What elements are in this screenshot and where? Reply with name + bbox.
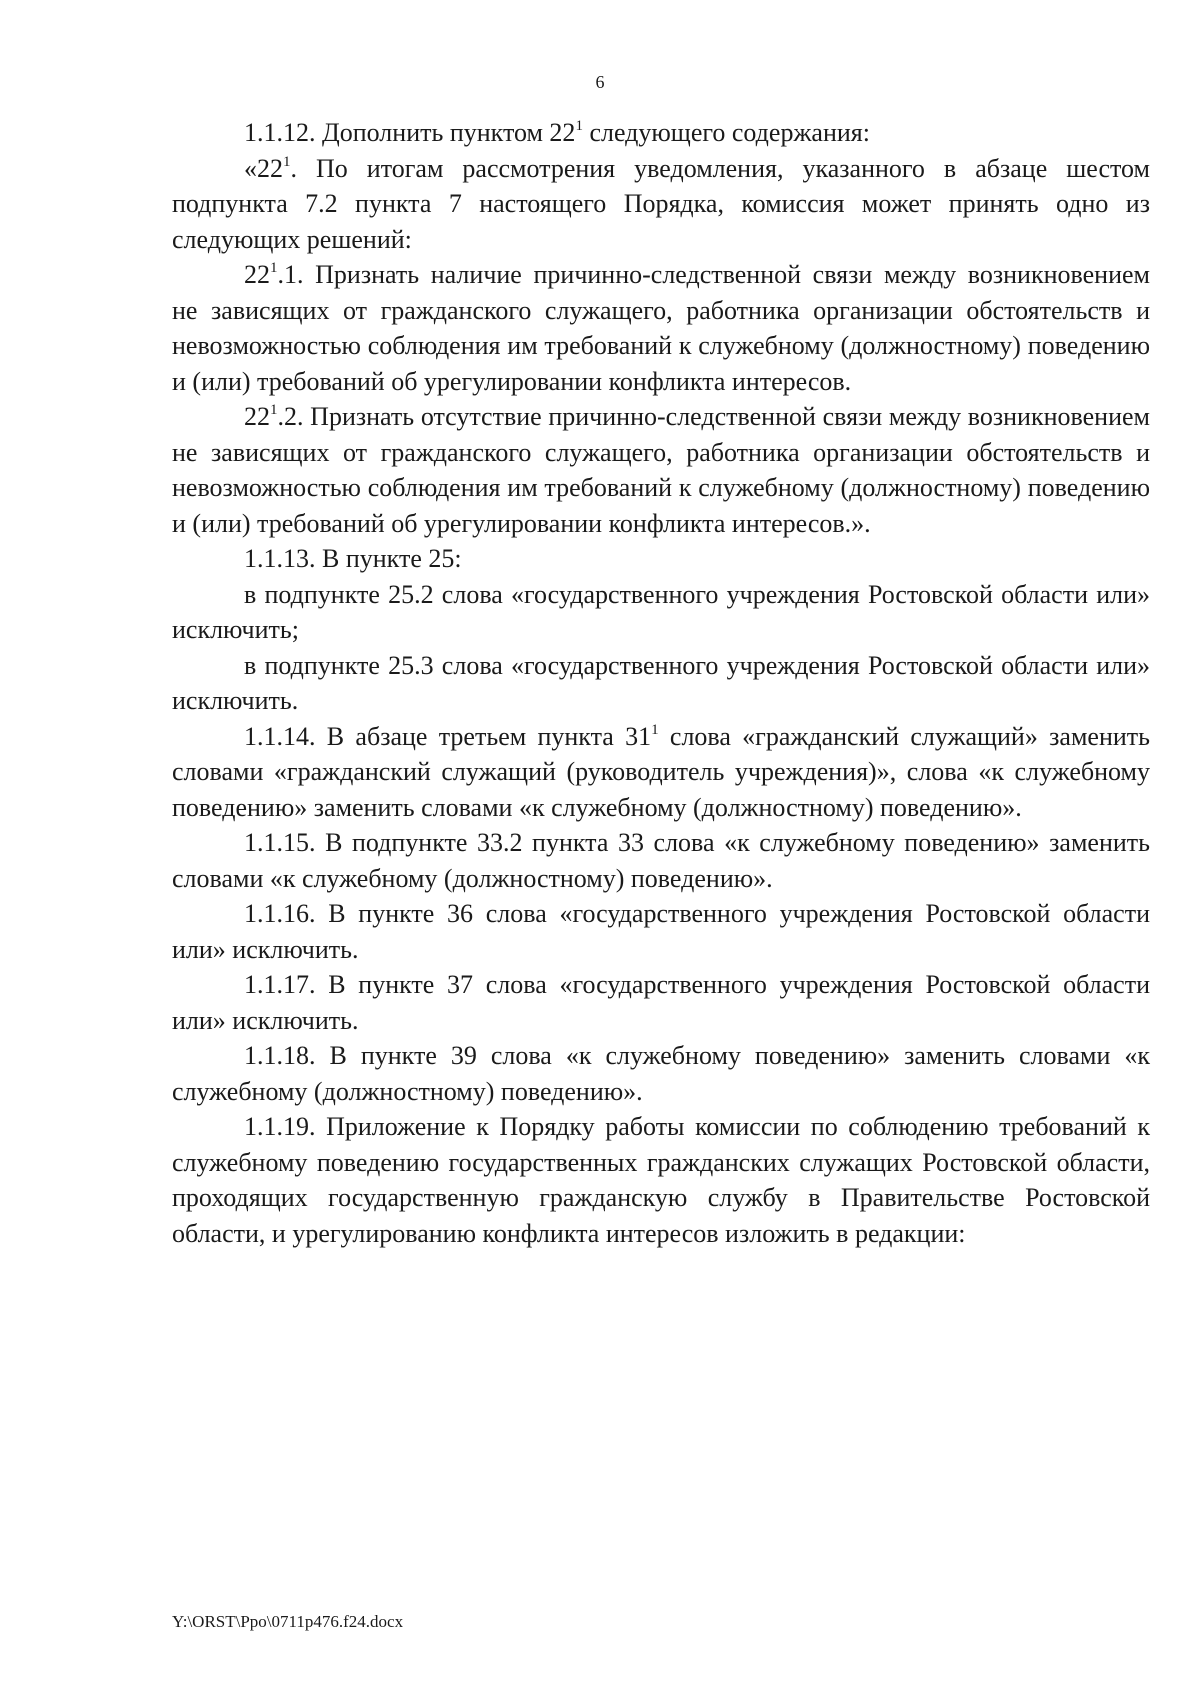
page-number: 6 — [595, 72, 605, 92]
text-segment: .2. Признать отсутствие причинно-следственной связи между возникновением не зависящих от гражданского служащего, работника организации обстоятельств и невозможностью соблюдения им требований к служебному (должностному) поведению и (или) требований об урегулировании конфликта интересов.». — [172, 402, 1150, 538]
paragraph — [172, 115, 1150, 151]
text-segment: 1.1.15. В подпункте 33.2 пункта 33 слова «к служебному поведению» заменить словами «к служебному (должностному) поведению». — [172, 828, 1150, 893]
paragraph — [172, 257, 1150, 399]
superscript: 1 — [270, 402, 278, 418]
text-segment: 22 — [244, 260, 270, 289]
paragraph — [172, 967, 1150, 1038]
superscript: 1 — [575, 118, 583, 134]
text-segment: 1.1.14. В абзаце третьем пункта 31 — [244, 721, 652, 751]
text-segment: в подпункте 25.3 слова «государственного учреждения Ростовской области или» исключить. — [172, 650, 1150, 715]
superscript: 1 — [651, 721, 659, 738]
text-segment: .1. Признать наличие причинно-следственной связи между возникновением не зависящих от гражданского служащего, работника организации обстоятельств и невозможностью соблюдения им требований к служебному (должностному) поведению и (или) требований об урегулировании конфликта интересов. — [172, 260, 1150, 396]
text-segment: 1.1.13. В пункте 25: — [244, 544, 462, 573]
paragraph — [172, 399, 1150, 541]
superscript: 1 — [270, 260, 278, 276]
text-segment: 1.1.17. В пункте 37 слова «государственного учреждения Ростовской области или» исключить. — [172, 970, 1150, 1035]
text-segment: . По итогам рассмотрения уведомления, указанного в абзаце шестом подпункта 7.2 пункта 7 настоящего Порядка, комиссия может принять одно из следующих решений: — [172, 153, 1150, 254]
paragraph — [172, 577, 1150, 648]
text-segment: 1.1.18. В пункте 39 слова «к служебному поведению» заменить словами «к служебному (должностному) поведению». — [172, 1041, 1150, 1106]
text-segment: 22 — [244, 402, 270, 431]
paragraph — [172, 825, 1150, 896]
text-segment: 1.1.19. Приложение к Порядку работы комиссии по соблюдению требований к служебному поведению государственных гражданских служащих Ростовской области, проходящих государственную гражданскую службу в Правительстве Ростовской области, и урегулированию конфликта интересов изложить в редакции: — [172, 1112, 1150, 1248]
paragraph — [172, 719, 1150, 826]
text-segment: 1.1.12. Дополнить пунктом 22 — [244, 118, 576, 147]
paragraph — [172, 896, 1150, 967]
text-segment: в подпункте 25.2 слова «государственного учреждения Ростовской области или» исключить; — [172, 579, 1150, 644]
paragraph — [172, 1038, 1150, 1109]
paragraph — [172, 648, 1150, 719]
text-segment: слова «гражданский служащий» заменить словами «гражданский служащий (руководитель учреждения)», слова «к служебному поведению» заменить словами «к служебному (должностному) поведению». — [172, 721, 1150, 822]
superscript: 1 — [283, 153, 291, 170]
paragraph — [172, 541, 1150, 577]
paragraph — [172, 1109, 1150, 1251]
text-segment: следующего содержания: — [582, 118, 870, 147]
document-body — [172, 115, 1150, 1251]
paragraph — [172, 151, 1150, 258]
text-segment: 1.1.16. В пункте 36 слова «государственного учреждения Ростовской области или» исключить. — [172, 899, 1150, 964]
text-segment: «22 — [244, 153, 283, 183]
footer-file-path: Y:\ORST\Ppo\0711p476.f24.docx — [172, 1612, 404, 1631]
